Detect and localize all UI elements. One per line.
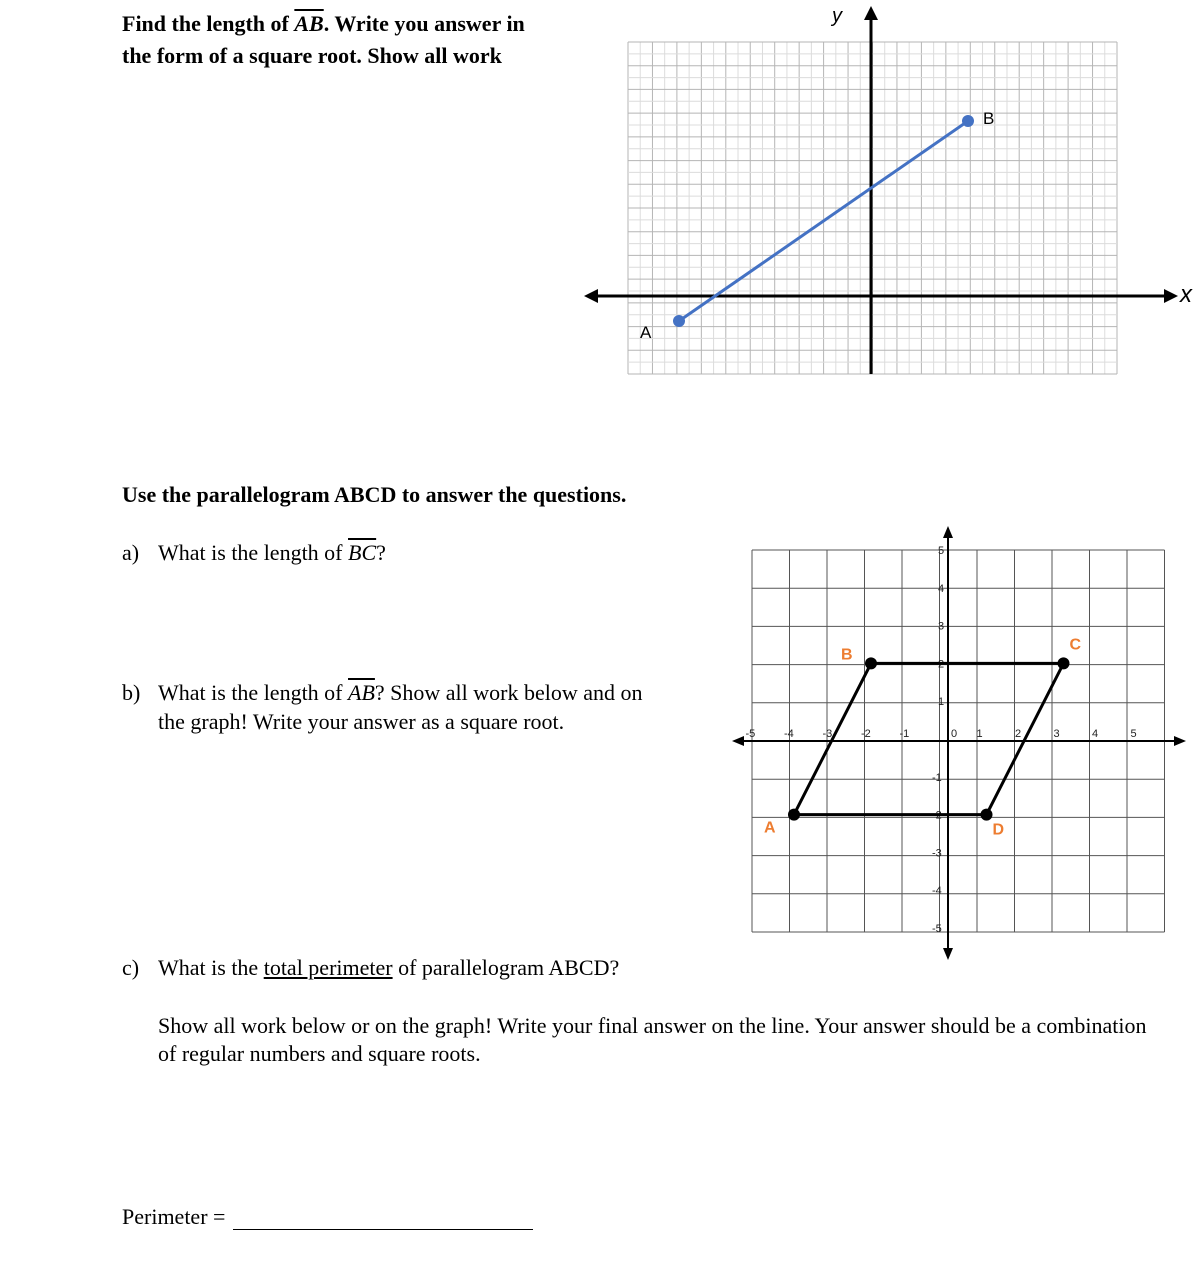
y-axis-arrow [864,6,878,20]
vertex-d [981,809,993,821]
point-a-label: A [640,323,652,342]
segment-bc: $\overline{BC}$ [348,540,377,565]
x-tick-label: 0 [951,728,958,740]
question-c [122,955,619,981]
x-axis-left-arrow [584,289,598,303]
question-b [122,678,643,736]
question-1 [122,8,592,72]
point-b-label: B [983,109,995,128]
qc-prefix: c) [122,955,140,980]
y-tick-label: -2 [932,809,942,822]
point-a [673,315,685,327]
x-tick-label: 2 [1015,728,1022,740]
graph-parallelogram [728,522,1190,964]
y-tick-label: -1 [932,771,942,784]
q1-line-2: the form of a square root. Show all work [122,43,502,68]
qc-text-pre: What is the [158,955,264,980]
x-tick-label: -4 [784,728,794,740]
vertex-b-label: B [841,646,853,664]
qa-text-pre: What is the length of [158,540,349,565]
qb-prefix: b) [122,680,141,705]
x-tick-label: 4 [1092,728,1099,740]
graph-ab [580,0,1200,390]
y-tick-label: -5 [932,923,942,935]
qa-text-post: ? [376,540,386,565]
question-c-instructions: Show all work below or on the graph! Write your final answer on the line. Your answer should be a combination of regular numbers and square roots. [158,1013,1147,1066]
perimeter-answer [122,1204,533,1230]
y-axis-2-down-arrow [943,948,953,960]
perimeter-answer-line[interactable] [233,1207,533,1230]
point-b [962,115,974,127]
q1-text-post: . Write you answer in [323,11,525,36]
vertex-a [788,809,800,821]
x-axis-2-right-arrow [1174,736,1186,746]
y-tick-label: 1 [938,696,945,709]
vertex-a-label: A [764,819,776,837]
vertex-c-label: C [1069,636,1082,654]
question-a [122,540,386,566]
segment-ab-2: $\overline{AB}$ [348,680,375,705]
segment-ab: $\overline{AB}$ [294,11,324,36]
x-tick-label: -5 [745,728,756,740]
y-tick-label: -4 [932,885,942,898]
x-axis-right-arrow [1164,289,1178,303]
perimeter-label: Perimeter = [122,1204,226,1229]
y-tick-label: -3 [932,847,942,860]
qa-prefix: a) [122,540,140,565]
x-tick-label: -2 [861,728,871,740]
vertex-b [865,657,877,669]
y-tick-label: 4 [938,582,945,595]
x-tick-label: -3 [822,728,833,740]
qc-underlined: total perimeter [263,955,393,980]
section-2-heading: Use the parallelogram ABCD to answer the questions. [122,482,627,507]
vertex-d-label: D [992,821,1005,839]
y-tick-label: 3 [938,620,945,633]
x-tick-label: -1 [899,728,910,740]
x-axis-2-left-arrow [732,736,744,746]
y-axis-label: y [832,5,842,27]
qb-text-post: ? Show all work below and on [374,680,643,705]
x-tick-label: 5 [1130,728,1137,740]
qb-text-pre: What is the length of [158,680,349,705]
parallelogram-abcd [794,663,1064,814]
y-axis-2-up-arrow [943,526,953,538]
x-tick-label: 3 [1053,728,1060,740]
vertex-c [1058,657,1070,669]
y-tick-label: 2 [938,658,945,671]
y-tick-label: 5 [938,545,945,557]
qc-text-post: of parallelogram ABCD? [392,955,620,980]
x-axis-label: x [1180,281,1192,308]
x-tick-label: 1 [976,728,983,740]
q1-text-pre: Find the length of [122,11,295,36]
qb-line-2: the graph! Write your answer as a square root. [158,709,565,734]
